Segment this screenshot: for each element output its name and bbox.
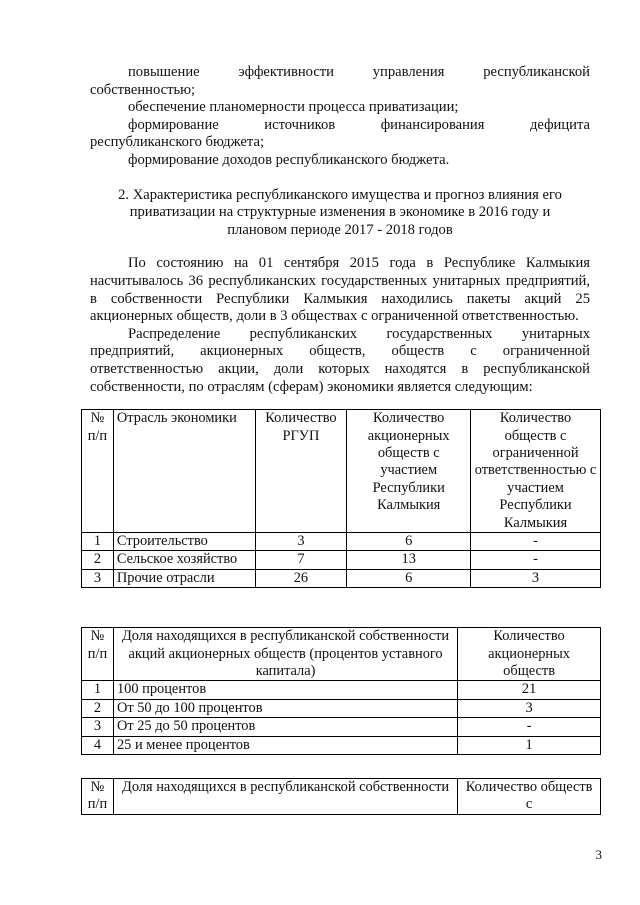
table-header: Количество обществ с [458,779,601,815]
table-row [82,736,601,754]
share-distribution-table [81,627,601,755]
table-header: Количество акционерных обществ с участием Республики Калмыкия [347,410,471,533]
table-header: № п/п [82,628,114,681]
table-cell: 6 [347,532,471,550]
table-header: № п/п [82,779,114,815]
table-cell: 1 [458,736,601,754]
paragraph-2: Распределение республиканских государственных унитарных предприятий, акционерных обществ, обществ с ограниченной ответственностью акции, доли которых находятся в республиканской собственности, по отраслям (сферам) экономики является следующим: [90,325,590,395]
llc-share-table [81,778,601,815]
paragraph-1: По состоянию на 01 сентября 2015 года в Республике Калмыкия насчитывалось 36 республиканских государственных унитарных предприятий, в собственности Республики Калмыкия находились пакеты акций 25 акционерных обществ, доли в 3 обществах с ограниченной ответственностью. [90,255,590,325]
table-row [82,551,601,569]
intro-line-2: обеспечение планомерности процесса приватизации; [128,99,459,116]
table-cell: Строительство [113,532,255,550]
table-cell: 7 [255,551,347,569]
table-cell: 6 [347,569,471,587]
table-cell: От 25 до 50 процентов [113,718,457,736]
table-cell: 2 [82,551,114,569]
table-cell: 2 [82,699,114,717]
table-cell: - [471,551,601,569]
intro-line-3-cont: республиканского бюджета; [90,134,264,151]
section-heading-line-1: 2. Характеристика республиканского имущества и прогноз влияния его [118,186,562,203]
intro-line-1-cont: собственностью; [90,81,196,98]
table-cell: От 50 до 100 процентов [113,699,457,717]
table-cell: 1 [82,681,114,699]
table-row [82,699,601,717]
table-cell: 13 [347,551,471,569]
table-cell: - [471,532,601,550]
intro-line-4: формирование доходов республиканского бюджета. [128,151,450,168]
industry-distribution-table [81,409,601,588]
table-cell: 3 [82,718,114,736]
table-cell: 25 и менее процентов [113,736,457,754]
intro-line-1: повышение эффективности управления республиканской [128,64,590,80]
table-row [82,532,601,550]
page-number: 3 [595,847,602,862]
table-row [82,718,601,736]
table-header-row [82,779,601,815]
section-heading-line-2: приватизации на структурные изменения в экономике в 2016 году и [129,204,551,221]
table-header-row [82,628,601,681]
table-cell: 4 [82,736,114,754]
table-cell: Сельское хозяйство [113,551,255,569]
document-body [87,64,597,815]
table-header: Количество обществ с ограниченной ответственностью с участием Республики Калмыкия [471,410,601,533]
table-cell: 3 [458,699,601,717]
intro-line-3: формирование источников финансирования дефицита [128,116,590,133]
table-header-row [82,410,601,533]
table-cell: 21 [458,681,601,699]
section-heading-line-3: плановом периоде 2017 - 2018 годов [227,221,453,238]
table-cell: 3 [471,569,601,587]
table-cell: 26 [255,569,347,587]
table-header: Доля находящихся в республиканской собственности акций акционерных обществ (процентов уставного капитала) [113,628,457,681]
table-header: Отрасль экономики [113,410,255,533]
table-cell: 100 процентов [113,681,457,699]
table-header: Количество акционерных обществ [458,628,601,681]
table-row [82,681,601,699]
table-header: Количество РГУП [255,410,347,533]
table-cell: 1 [82,532,114,550]
table-cell: 3 [82,569,114,587]
table-row [82,569,601,587]
table-header: № п/п [82,410,114,533]
table-cell: Прочие отрасли [113,569,255,587]
section-heading [90,187,590,240]
table-header: Доля находящихся в республиканской собственности [113,779,457,815]
table-cell: - [458,718,601,736]
table-cell: 3 [255,532,347,550]
